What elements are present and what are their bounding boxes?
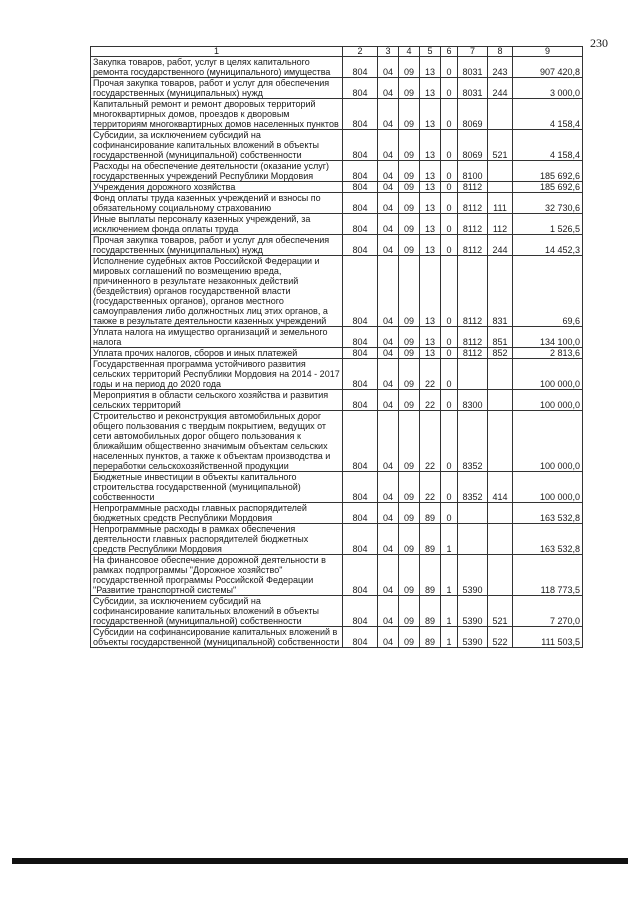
amount: 4 158,4: [513, 130, 583, 161]
ministry-code: 804: [343, 130, 378, 161]
expense-type-code: [488, 359, 513, 390]
col-header: 4: [399, 47, 420, 57]
ministry-code: 804: [343, 524, 378, 555]
amount: 7 270,0: [513, 596, 583, 627]
table-row: [91, 327, 583, 348]
subsection-code: 09: [399, 327, 420, 348]
expense-type-code: 831: [488, 256, 513, 327]
table-row: [91, 130, 583, 161]
target-code: 8100: [458, 161, 488, 182]
col-header: 2: [343, 47, 378, 57]
section-code: 04: [378, 555, 399, 596]
ministry-code: 804: [343, 596, 378, 627]
subprogram-code: 1: [441, 627, 458, 648]
subprogram-code: 0: [441, 503, 458, 524]
expense-type-code: 243: [488, 57, 513, 78]
item-name: На финансовое обеспечение дорожной деятельности в рамках подпрограммы "Дорожное хозяйство" государственной программы Российской Федерации "Развитие транспортной системы": [91, 555, 343, 596]
target-code: 8069: [458, 99, 488, 130]
section-code: 04: [378, 235, 399, 256]
item-name: Строительство и реконструкция автомобильных дорог общего пользования с твердым покрытием, ведущих от сети автомобильных дорог общего пользования к ближайшим общественно значимым объектам сельских населенных пунктов, а также к объектам производства и переработки сельскохозяйственной продукции: [91, 411, 343, 472]
subprogram-code: 0: [441, 214, 458, 235]
ministry-code: 804: [343, 555, 378, 596]
subprogram-code: 0: [441, 161, 458, 182]
table-body: [91, 57, 583, 648]
item-name: Расходы на обеспечение деятельности (оказание услуг) государственных учреждений Республики Мордовия: [91, 161, 343, 182]
subsection-code: 09: [399, 524, 420, 555]
amount: 100 000,0: [513, 390, 583, 411]
ministry-code: 804: [343, 235, 378, 256]
subsection-code: 09: [399, 130, 420, 161]
expense-type-code: [488, 99, 513, 130]
program-code: 13: [420, 78, 441, 99]
subsection-code: 09: [399, 193, 420, 214]
section-code: 04: [378, 503, 399, 524]
ministry-code: 804: [343, 359, 378, 390]
program-code: 13: [420, 130, 441, 161]
item-name: Субсидии, за исключением субсидий на софинансирование капитальных вложений в объекты государственной (муниципальной) собственности: [91, 130, 343, 161]
item-name: Прочая закупка товаров, работ и услуг для обеспечения государственных (муниципальных) нужд: [91, 78, 343, 99]
section-code: 04: [378, 524, 399, 555]
section-code: 04: [378, 359, 399, 390]
program-code: 89: [420, 524, 441, 555]
table-row: [91, 235, 583, 256]
target-code: [458, 524, 488, 555]
program-code: 22: [420, 359, 441, 390]
subprogram-code: 0: [441, 390, 458, 411]
ministry-code: 804: [343, 99, 378, 130]
item-name: Субсидии, за исключением субсидий на софинансирование капитальных вложений в объекты государственной (муниципальной) собственности: [91, 596, 343, 627]
expense-type-code: 414: [488, 472, 513, 503]
section-code: 04: [378, 57, 399, 78]
amount: 100 000,0: [513, 472, 583, 503]
subprogram-code: 0: [441, 327, 458, 348]
section-code: 04: [378, 411, 399, 472]
target-code: 8352: [458, 472, 488, 503]
item-name: Иные выплаты персоналу казенных учреждений, за исключением фонда оплаты труда: [91, 214, 343, 235]
program-code: 13: [420, 57, 441, 78]
amount: 118 773,5: [513, 555, 583, 596]
ministry-code: 804: [343, 390, 378, 411]
ministry-code: 804: [343, 411, 378, 472]
program-code: 22: [420, 390, 441, 411]
amount: 14 452,3: [513, 235, 583, 256]
section-code: 04: [378, 214, 399, 235]
budget-table: [90, 46, 583, 648]
expense-type-code: 521: [488, 130, 513, 161]
program-code: 13: [420, 161, 441, 182]
subsection-code: 09: [399, 99, 420, 130]
section-code: 04: [378, 390, 399, 411]
table-row: [91, 524, 583, 555]
item-name: Исполнение судебных актов Российской Федерации и мировых соглашений по возмещению вреда, причиненного в результате незаконных действий (бездействия) органов государственной власти (государственных органов), органов местного самоуправления либо должностных лиц этих органов, а также в результате деятельности казенных учреждений: [91, 256, 343, 327]
target-code: 8112: [458, 256, 488, 327]
program-code: 13: [420, 327, 441, 348]
section-code: 04: [378, 130, 399, 161]
col-header: 8: [488, 47, 513, 57]
ministry-code: 804: [343, 503, 378, 524]
section-code: 04: [378, 193, 399, 214]
footer-rule: [12, 858, 628, 864]
program-code: 22: [420, 472, 441, 503]
target-code: 8112: [458, 182, 488, 193]
item-name: Непрограммные расходы в рамках обеспечения деятельности главных распорядителей бюджетных средств Республики Мордовия: [91, 524, 343, 555]
amount: 185 692,6: [513, 182, 583, 193]
amount: 185 692,6: [513, 161, 583, 182]
amount: 100 000,0: [513, 411, 583, 472]
expense-type-code: [488, 411, 513, 472]
table-row: [91, 359, 583, 390]
subsection-code: 09: [399, 359, 420, 390]
item-name: Фонд оплаты труда казенных учреждений и взносы по обязательному социальному страхованию: [91, 193, 343, 214]
target-code: 8069: [458, 130, 488, 161]
program-code: 13: [420, 256, 441, 327]
target-code: 8112: [458, 214, 488, 235]
section-code: 04: [378, 182, 399, 193]
program-code: 89: [420, 555, 441, 596]
item-name: Уплата прочих налогов, сборов и иных платежей: [91, 348, 343, 359]
expense-type-code: [488, 182, 513, 193]
table-row: [91, 503, 583, 524]
amount: 3 000,0: [513, 78, 583, 99]
ministry-code: 804: [343, 256, 378, 327]
subprogram-code: 0: [441, 348, 458, 359]
col-header: 1: [91, 47, 343, 57]
ministry-code: 804: [343, 348, 378, 359]
item-name: Субсидии на софинансирование капитальных вложений в объекты государственной (муниципальной) собственности: [91, 627, 343, 648]
table-row: [91, 78, 583, 99]
col-header: 6: [441, 47, 458, 57]
subsection-code: 09: [399, 161, 420, 182]
target-code: 8031: [458, 57, 488, 78]
table-row: [91, 596, 583, 627]
expense-type-code: 244: [488, 78, 513, 99]
col-header: 9: [513, 47, 583, 57]
subsection-code: 09: [399, 348, 420, 359]
amount: 4 158,4: [513, 99, 583, 130]
amount: 111 503,5: [513, 627, 583, 648]
item-name: Бюджетные инвестиции в объекты капитального строительства государственной (муниципальной) собственности: [91, 472, 343, 503]
subsection-code: 09: [399, 503, 420, 524]
section-code: 04: [378, 596, 399, 627]
ministry-code: 804: [343, 327, 378, 348]
amount: 163 532,8: [513, 524, 583, 555]
section-code: 04: [378, 161, 399, 182]
expense-type-code: [488, 555, 513, 596]
program-code: 13: [420, 99, 441, 130]
subsection-code: 09: [399, 472, 420, 503]
subsection-code: 09: [399, 256, 420, 327]
table-row: [91, 214, 583, 235]
section-code: 04: [378, 327, 399, 348]
item-name: Капитальный ремонт и ремонт дворовых территорий многоквартирных домов, проездов к дворовым территориям многоквартирных домов населенных пунктов: [91, 99, 343, 130]
subprogram-code: 1: [441, 596, 458, 627]
section-code: 04: [378, 348, 399, 359]
target-code: 8300: [458, 390, 488, 411]
expense-type-code: 851: [488, 327, 513, 348]
subprogram-code: 0: [441, 235, 458, 256]
target-code: 8112: [458, 327, 488, 348]
program-code: 13: [420, 214, 441, 235]
item-name: Закупка товаров, работ, услуг в целях капитального ремонта государственного (муниципального) имущества: [91, 57, 343, 78]
amount: 32 730,6: [513, 193, 583, 214]
expense-type-code: [488, 503, 513, 524]
subprogram-code: 1: [441, 524, 458, 555]
subprogram-code: 0: [441, 411, 458, 472]
target-code: [458, 359, 488, 390]
amount: 100 000,0: [513, 359, 583, 390]
subprogram-code: 0: [441, 57, 458, 78]
table-row: [91, 472, 583, 503]
target-code: 8112: [458, 235, 488, 256]
item-name: Государственная программа устойчивого развития сельских территорий Республики Мордовия на 2014 - 2017 годы и на период до 2020 года: [91, 359, 343, 390]
expense-type-code: 111: [488, 193, 513, 214]
subprogram-code: 0: [441, 256, 458, 327]
expense-type-code: [488, 161, 513, 182]
subprogram-code: 0: [441, 130, 458, 161]
ministry-code: 804: [343, 214, 378, 235]
program-code: 89: [420, 503, 441, 524]
expense-type-code: 521: [488, 596, 513, 627]
section-code: 04: [378, 78, 399, 99]
subprogram-code: 0: [441, 182, 458, 193]
col-header: 5: [420, 47, 441, 57]
target-code: 8352: [458, 411, 488, 472]
amount: 1 526,5: [513, 214, 583, 235]
ministry-code: 804: [343, 161, 378, 182]
col-header: 3: [378, 47, 399, 57]
subprogram-code: 0: [441, 99, 458, 130]
target-code: 5390: [458, 596, 488, 627]
subsection-code: 09: [399, 182, 420, 193]
ministry-code: 804: [343, 472, 378, 503]
target-code: 8112: [458, 193, 488, 214]
target-code: 8112: [458, 348, 488, 359]
amount: 69,6: [513, 256, 583, 327]
item-name: Непрограммные расходы главных распорядителей бюджетных средств Республики Мордовия: [91, 503, 343, 524]
table-row: [91, 627, 583, 648]
table-row: [91, 348, 583, 359]
program-code: 22: [420, 411, 441, 472]
subsection-code: 09: [399, 596, 420, 627]
section-code: 04: [378, 472, 399, 503]
program-code: 13: [420, 193, 441, 214]
table-row: [91, 99, 583, 130]
table-row: [91, 390, 583, 411]
ministry-code: 804: [343, 57, 378, 78]
header-row: [91, 47, 583, 57]
program-code: 13: [420, 182, 441, 193]
target-code: 8031: [458, 78, 488, 99]
subprogram-code: 0: [441, 359, 458, 390]
amount: 134 100,0: [513, 327, 583, 348]
table-row: [91, 256, 583, 327]
expense-type-code: 112: [488, 214, 513, 235]
amount: 163 532,8: [513, 503, 583, 524]
ministry-code: 804: [343, 627, 378, 648]
amount: 907 420,8: [513, 57, 583, 78]
item-name: Прочая закупка товаров, работ и услуг для обеспечения государственных (муниципальных) нужд: [91, 235, 343, 256]
table-row: [91, 161, 583, 182]
expense-type-code: 244: [488, 235, 513, 256]
expense-type-code: 852: [488, 348, 513, 359]
table-row: [91, 411, 583, 472]
section-code: 04: [378, 627, 399, 648]
subsection-code: 09: [399, 57, 420, 78]
subsection-code: 09: [399, 235, 420, 256]
table-row: [91, 182, 583, 193]
amount: 2 813,6: [513, 348, 583, 359]
expense-type-code: 522: [488, 627, 513, 648]
ministry-code: 804: [343, 193, 378, 214]
subsection-code: 09: [399, 390, 420, 411]
table-row: [91, 555, 583, 596]
subprogram-code: 0: [441, 472, 458, 503]
program-code: 89: [420, 627, 441, 648]
item-name: Мероприятия в области сельского хозяйства и развития сельских территорий: [91, 390, 343, 411]
section-code: 04: [378, 99, 399, 130]
subprogram-code: 1: [441, 555, 458, 596]
subsection-code: 09: [399, 411, 420, 472]
expense-type-code: [488, 524, 513, 555]
expense-type-code: [488, 390, 513, 411]
col-header: 7: [458, 47, 488, 57]
page-number: 230: [590, 36, 608, 50]
ministry-code: 804: [343, 182, 378, 193]
table-row: [91, 193, 583, 214]
target-code: 5390: [458, 555, 488, 596]
section-code: 04: [378, 256, 399, 327]
item-name: Уплата налога на имущество организаций и земельного налога: [91, 327, 343, 348]
item-name: Учреждения дорожного хозяйства: [91, 182, 343, 193]
subprogram-code: 0: [441, 78, 458, 99]
program-code: 89: [420, 596, 441, 627]
target-code: [458, 503, 488, 524]
ministry-code: 804: [343, 78, 378, 99]
subsection-code: 09: [399, 555, 420, 596]
subsection-code: 09: [399, 214, 420, 235]
subprogram-code: 0: [441, 193, 458, 214]
table-row: [91, 57, 583, 78]
program-code: 13: [420, 348, 441, 359]
target-code: 5390: [458, 627, 488, 648]
subsection-code: 09: [399, 627, 420, 648]
program-code: 13: [420, 235, 441, 256]
subsection-code: 09: [399, 78, 420, 99]
